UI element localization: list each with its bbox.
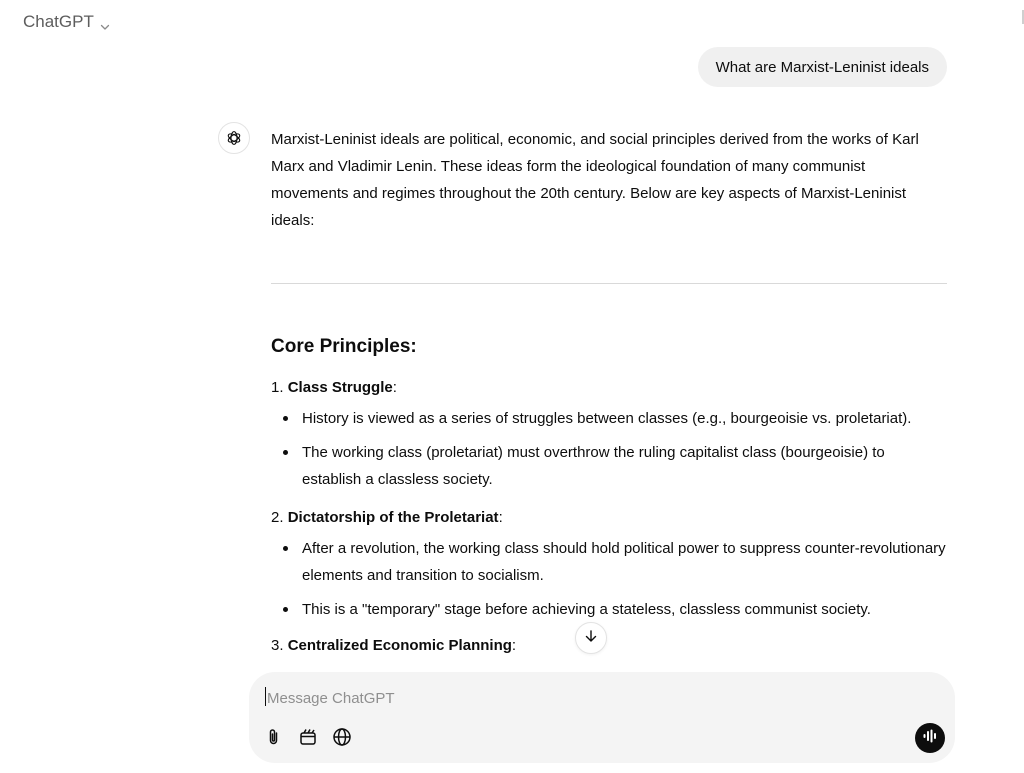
openai-logo-icon [218,122,250,154]
paperclip-icon [264,727,284,752]
principle-section [271,374,947,493]
principle-title [271,632,947,659]
text-cursor [265,687,266,706]
chevron-down-icon [100,17,110,27]
canvas-button[interactable] [295,726,321,752]
list-item: After a revolution, the working class should hold political power to suppress counter-revolutionary elements and transition to socialism. [271,535,947,589]
globe-icon [332,727,352,752]
principle-title [271,504,947,531]
principle-number: 3. [271,637,284,654]
section-heading: Core Principles: [271,336,417,357]
list-item: The working class (proletariat) must overthrow the ruling capitalist class (bourgeoisie) to establish a classless society. [271,439,947,493]
assistant-message [271,126,947,659]
principle-number: 2. [271,509,284,526]
scroll-to-bottom-button[interactable] [575,622,607,654]
principle-title [271,374,947,401]
divider [271,283,947,284]
model-label: ChatGPT [23,12,94,31]
voice-mode-button[interactable] [915,723,945,753]
assistant-intro-paragraph: Marxist-Leninist ideals are political, economic, and social principles derived from the works of Karl Marx and Vladimir Lenin. These ideas form the ideological foundation of many communist movements and regimes throughout the 20th century. Below are key aspects of Marxist-Leninist ideals: [271,131,919,229]
principle-name: Centralized Economic Planning [287,637,512,654]
model-selector[interactable] [23,10,110,34]
principle-bullets [271,405,947,493]
principle-colon: : [392,379,397,396]
principle-number: 1. [271,379,284,396]
principle-section [271,504,947,623]
list-item: This is a "temporary" stage before achieving a stateless, classless communist society. [271,596,947,623]
principle-section [271,632,947,659]
principle-name: Dictatorship of the Proletariat [287,509,499,526]
message-input[interactable] [265,686,869,710]
arrow-down-icon [584,629,598,648]
principle-bullets [271,535,947,623]
principle-colon: : [498,509,503,526]
attach-button[interactable] [261,726,287,752]
principle-name: Class Struggle [287,379,393,396]
canvas-icon [298,727,318,752]
user-message-bubble [698,47,947,87]
user-message-text: What are Marxist-Leninist ideals [715,58,929,76]
web-search-button[interactable] [329,726,355,752]
voice-mode-icon [922,728,938,749]
top-bar [0,0,1024,44]
list-item: History is viewed as a series of struggles between classes (e.g., bourgeoisie vs. proletariat). [271,405,947,432]
message-composer [249,672,955,763]
principle-colon: : [511,637,517,654]
